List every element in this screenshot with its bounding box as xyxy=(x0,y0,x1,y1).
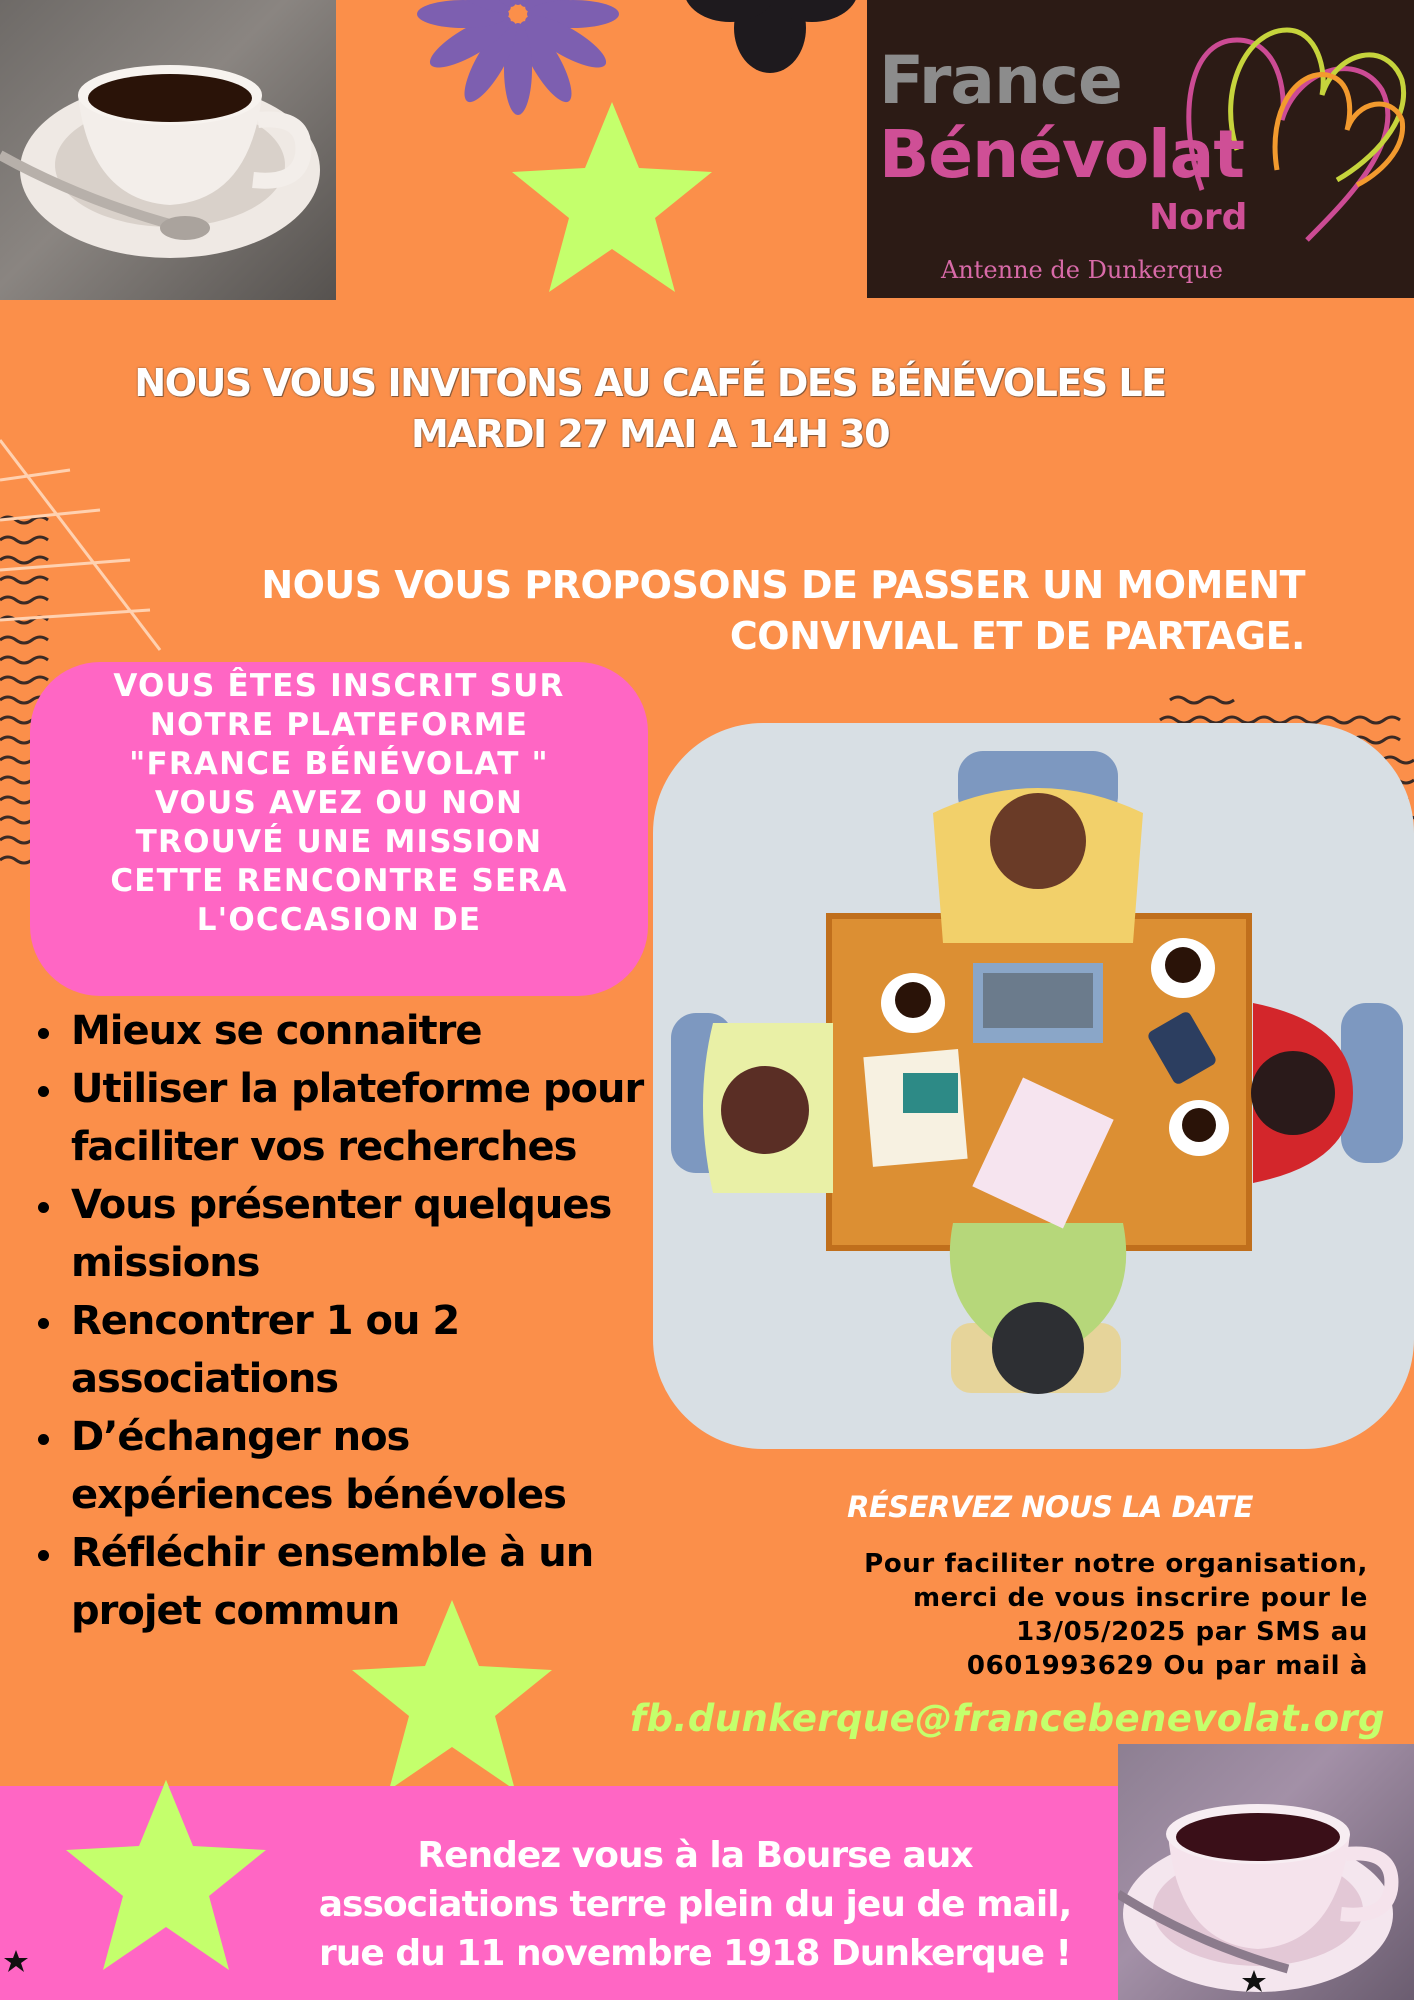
callout-line: NOTRE PLATEFORME xyxy=(149,707,529,743)
star-bottom-icon xyxy=(66,1780,266,1970)
list-item: D’échanger nos expériences bénévoles xyxy=(30,1408,670,1524)
proposal-line: NOUS VOUS PROPOSONS DE PASSER UN MOMENT xyxy=(261,563,1305,607)
announcement-line: Rendez vous à la Bourse aux xyxy=(417,1835,973,1876)
proposal-line: CONVIVIAL ET DE PARTAGE. xyxy=(729,614,1305,658)
list-item: Vous présenter quelques missions xyxy=(30,1176,670,1292)
callout-line: TROUVÉ UNE MISSION xyxy=(135,824,543,860)
info-line: 13/05/2025 par SMS au xyxy=(1016,1617,1368,1647)
pink-callout-text xyxy=(30,667,648,940)
announcement-line: associations terre plein du jeu de mail, xyxy=(318,1884,1072,1925)
callout-line: L'OCCASION DE xyxy=(196,902,482,938)
coffee-cup-photo xyxy=(0,0,336,300)
list-item: Mieux se connaitre xyxy=(30,1002,670,1060)
info-line: merci de vous inscrire pour le xyxy=(912,1583,1368,1613)
line-decoration-icon xyxy=(0,440,160,650)
list-item: Utiliser la plateforme pour faciliter vos recherches xyxy=(30,1060,670,1176)
france-benevolat-logo xyxy=(867,0,1414,298)
callout-line: VOUS AVEZ OU NON xyxy=(154,785,524,821)
invitation-heading xyxy=(40,358,1260,460)
logo-word-benevolat: Bénévolat xyxy=(879,116,1244,193)
proposal-heading xyxy=(170,560,1305,662)
contact-email-link[interactable]: fb.dunkerque@francebenevolat.org xyxy=(630,1697,1385,1740)
invitation-line: NOUS VOUS INVITONS AU CAFÉ DES BÉNÉVOLES LE xyxy=(134,361,1166,405)
logo-word-nord: Nord xyxy=(1149,197,1248,238)
meeting-illustration xyxy=(653,723,1414,1449)
small-star-icon xyxy=(4,1950,28,1972)
activities-list xyxy=(30,1002,670,1640)
reserve-heading: RÉSERVEZ NOUS LA DATE xyxy=(847,1490,1253,1524)
list-item: Rencontrer 1 ou 2 associations xyxy=(30,1292,670,1408)
star-top-icon xyxy=(512,102,712,292)
logo-word-france: France xyxy=(879,42,1122,119)
invitation-line: MARDI 27 MAI A 14H 30 xyxy=(410,412,890,456)
callout-line: "FRANCE BÉNÉVOLAT " xyxy=(129,746,549,782)
coffee-cup-icon xyxy=(0,0,336,300)
info-line: 0601993629 Ou par mail à xyxy=(966,1651,1368,1681)
logo-subtitle: Antenne de Dunkerque xyxy=(941,256,1223,284)
meeting-table-icon xyxy=(653,723,1414,1449)
coffee-cup-photo-bottom xyxy=(1118,1744,1414,2000)
bottom-star-overlay xyxy=(0,1780,300,2000)
announcement-line: rue du 11 novembre 1918 Dunkerque ! xyxy=(319,1933,1071,1974)
registration-info xyxy=(760,1547,1368,1683)
callout-line: CETTE RENCONTRE SERA xyxy=(110,863,568,899)
bourse-announcement xyxy=(290,1831,1100,1978)
callout-line: VOUS ÊTES INSCRIT SUR xyxy=(113,668,565,704)
coffee-cup-icon xyxy=(1118,1744,1414,2000)
black-flower-icon xyxy=(684,0,858,73)
list-item: Réfléchir ensemble à un projet commun xyxy=(30,1524,670,1640)
purple-flower-icon xyxy=(417,0,619,115)
info-line: Pour faciliter notre organisation, xyxy=(864,1549,1368,1579)
